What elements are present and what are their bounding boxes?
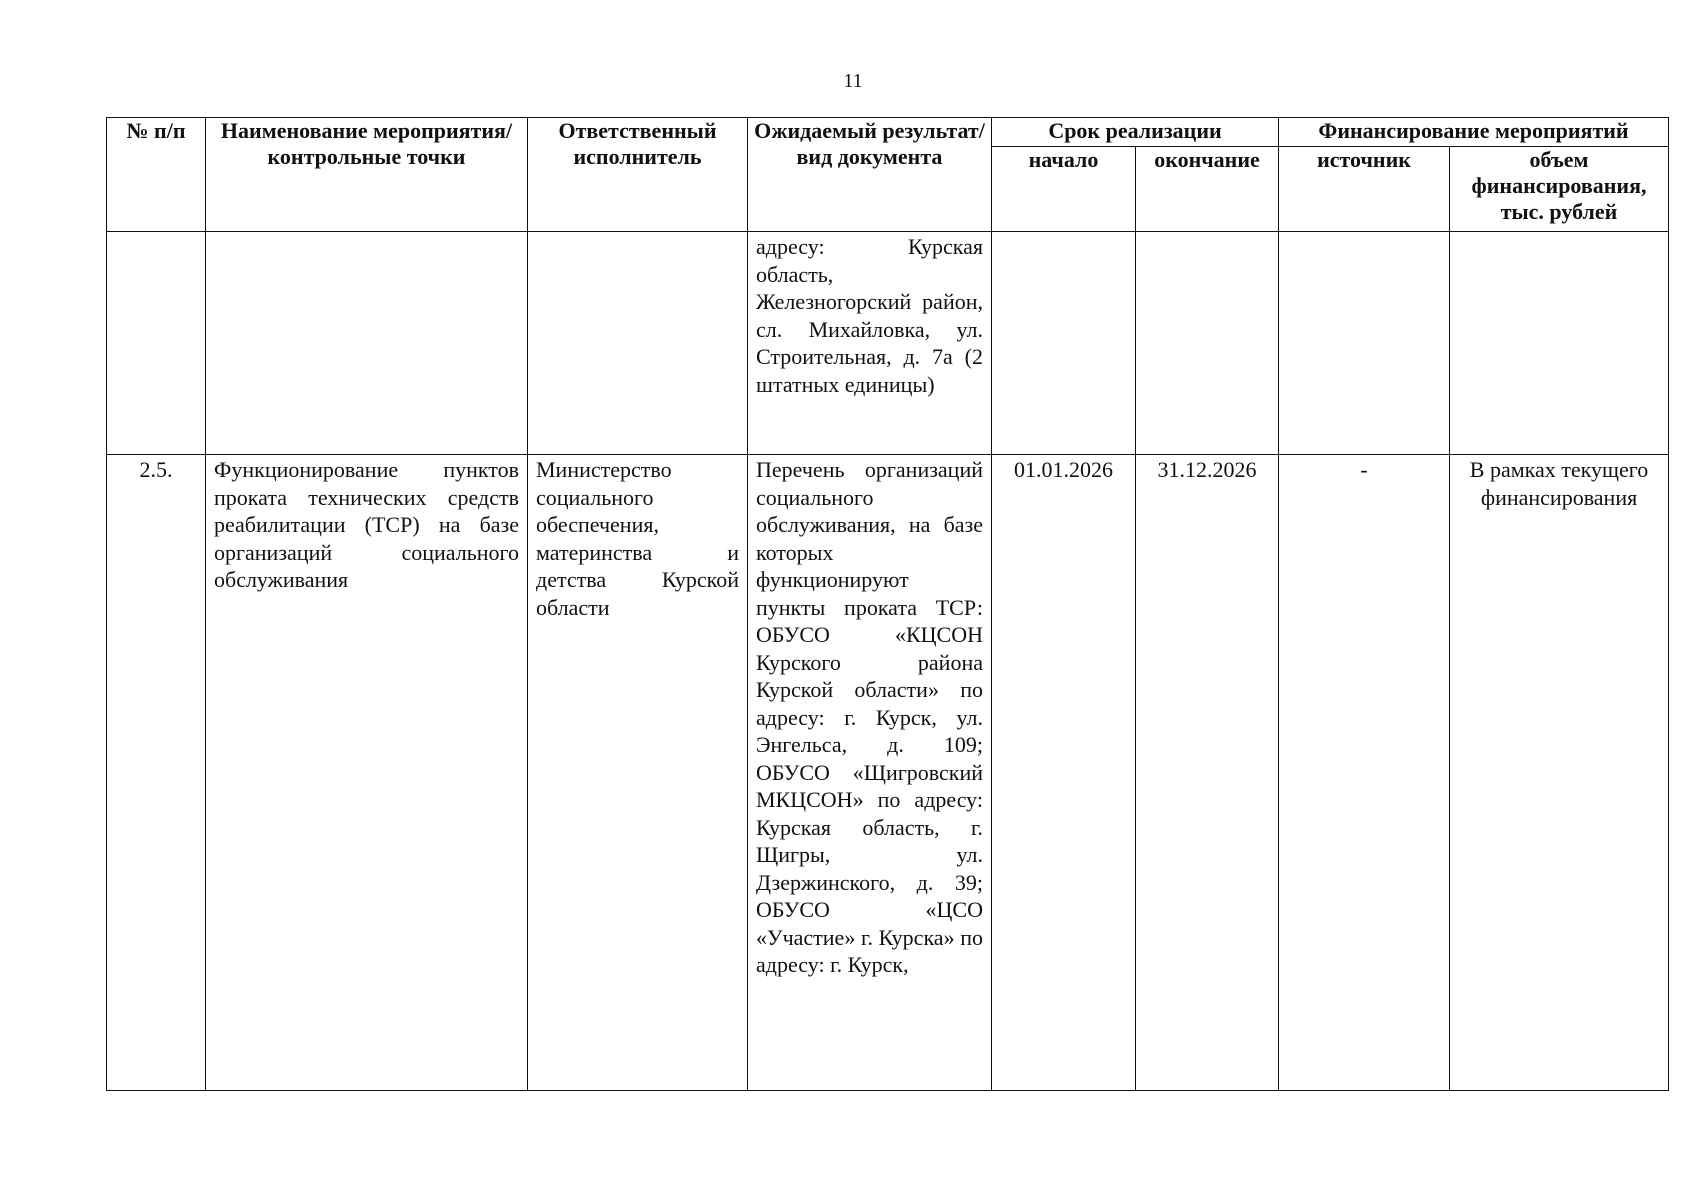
cell-start [992, 232, 1136, 455]
header-source: источник [1279, 147, 1450, 232]
header-period-end: окончание [1136, 147, 1279, 232]
cell-result: Перечень организаций социального обслуживания, на базе которых функционируют пункты проката ТСР: ОБУСО «КЦСОН Курского района Курской области» по адресу: г. Курск, ул. Энгельса, д. 109; ОБУСО «Щигровский МКЦСОН» по адресу: Курская область, г. Щигры, ул. Дзержинского, д. 39; ОБУСО «ЦСО «Участие» г. Курска» по адресу: г. Курск, [748, 455, 992, 1091]
table-header-row [107, 118, 1669, 147]
cell-source [1279, 232, 1450, 455]
plan-table [106, 117, 1669, 1091]
cell-result: адресу: Курская область, Железногорский район, сл. Михайловка, ул. Строительная, д. 7а (2 штатных единицы) [748, 232, 992, 455]
cell-responsible [528, 232, 748, 455]
header-period: Срок реализации [992, 118, 1279, 147]
cell-end [1136, 232, 1279, 455]
table-row [107, 455, 1669, 1091]
page-number: 11 [843, 70, 863, 92]
header-volume: объем финансирования, тыс. рублей [1450, 147, 1669, 232]
cell-volume: В рамках текущего финансирования [1450, 455, 1669, 1091]
cell-end: 31.12.2026 [1136, 455, 1279, 1091]
table-row [107, 232, 1669, 455]
cell-num: 2.5. [107, 455, 206, 1091]
header-result: Ожидаемый результат/вид документа [748, 118, 992, 232]
header-num: № п/п [107, 118, 206, 232]
header-responsible: Ответственный исполнитель [528, 118, 748, 232]
cell-num [107, 232, 206, 455]
header-period-start: начало [992, 147, 1136, 232]
cell-name: Функционирование пунктов проката технических средств реабилитации (ТСР) на базе организаций социального обслуживания [206, 455, 528, 1091]
cell-volume [1450, 232, 1669, 455]
cell-name [206, 232, 528, 455]
cell-responsible: Министерство социального обеспечения, материнства и детства Курской области [528, 455, 748, 1091]
header-financing: Финансирование мероприятий [1279, 118, 1669, 147]
header-name: Наименование мероприятия/контрольные точки [206, 118, 528, 232]
cell-source: - [1279, 455, 1450, 1091]
cell-start: 01.01.2026 [992, 455, 1136, 1091]
